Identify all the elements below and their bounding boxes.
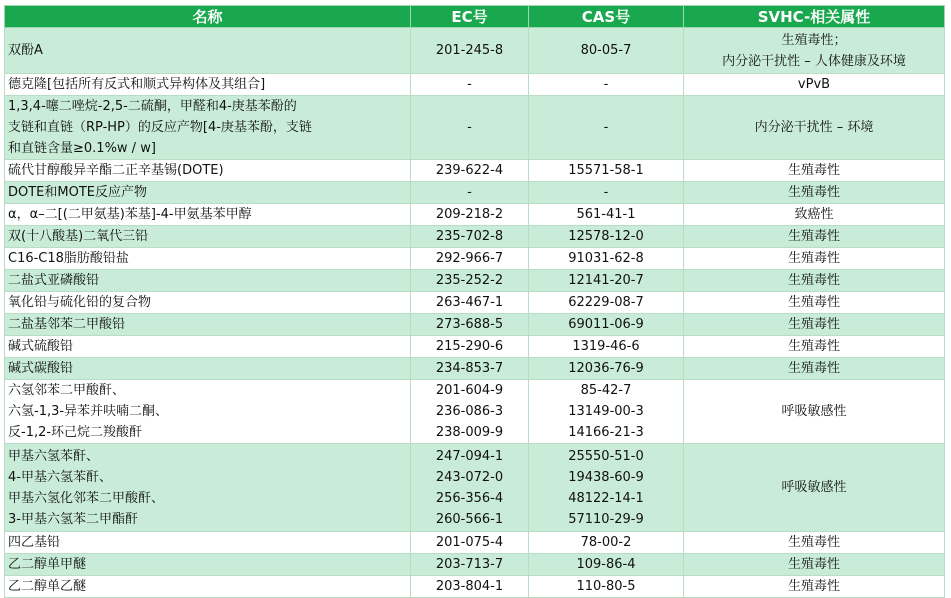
cell-name — [5, 96, 411, 160]
cell-ec-number — [411, 226, 529, 248]
cell-name — [5, 270, 411, 292]
cell-name — [5, 160, 411, 182]
cell-svhc-property — [684, 292, 945, 314]
cell-svhc-property-line: 生殖毒性 — [787, 339, 840, 354]
cell-ec-number — [411, 28, 529, 74]
cell-svhc-property-line: 生殖毒性 — [787, 557, 840, 572]
cell-cas-number — [529, 74, 684, 96]
cell-name — [5, 336, 411, 358]
table-row — [5, 532, 945, 554]
cell-name-line: 乙二醇单甲醚 — [8, 557, 87, 572]
table-row — [5, 28, 945, 74]
cell-svhc-property — [684, 554, 945, 576]
cell-ec-number — [411, 554, 529, 576]
cell-cas-number-line: - — [603, 185, 609, 200]
cell-cas-number — [529, 444, 684, 532]
cell-svhc-property — [684, 336, 945, 358]
table-row — [5, 444, 945, 532]
cell-name — [5, 248, 411, 270]
cell-svhc-property-line: 生殖毒性 — [787, 317, 840, 332]
cell-name — [5, 358, 411, 380]
table-row — [5, 358, 945, 380]
cell-cas-number-line: 12036-76-9 — [568, 361, 644, 376]
header-name: 名称 — [5, 6, 411, 28]
table-row — [5, 74, 945, 96]
cell-name-line: 甲基六氢化邻苯二甲酸酐、 — [8, 490, 165, 506]
cell-name — [5, 314, 411, 336]
cell-name-line: 硫代甘醇酸异辛酯二正辛基锡(DOTE) — [8, 163, 224, 178]
cell-name-line: 支链和直链（RP-HP）的反应产物[4-庚基苯酚，支链 — [8, 120, 312, 135]
cell-name — [5, 226, 411, 248]
cell-name-line: 德克隆[包括所有反式和顺式异构体及其组合] — [8, 77, 266, 92]
cell-cas-number-line: 80-05-7 — [580, 43, 632, 58]
cell-cas-number-line: 109-86-4 — [576, 557, 636, 572]
table-row — [5, 314, 945, 336]
cell-svhc-property — [684, 160, 945, 182]
cell-name-line: DOTE和MOTE反应产物 — [8, 185, 148, 200]
cell-ec-number — [411, 444, 529, 532]
cell-svhc-property-line: 生殖毒性 — [787, 579, 840, 594]
cell-cas-number — [529, 336, 684, 358]
cell-cas-number — [529, 226, 684, 248]
cell-ec-number-line: - — [467, 77, 472, 92]
cell-svhc-property-line: 呼吸敏感性 — [781, 480, 847, 495]
cell-name-line: C16-C18脂肪酸铅盐 — [8, 251, 129, 266]
cell-cas-number — [529, 532, 684, 554]
cell-cas-number — [529, 270, 684, 292]
cell-name — [5, 554, 411, 576]
cell-cas-number-line: 19438-60-9 — [568, 469, 644, 485]
cell-svhc-property — [684, 444, 945, 532]
cell-svhc-property — [684, 204, 945, 226]
cell-cas-number-line: 12141-20-7 — [568, 273, 644, 288]
cell-svhc-property-line: 生殖毒性 — [787, 163, 840, 178]
cell-cas-number — [529, 96, 684, 160]
header-cas-number: CAS号 — [529, 6, 684, 28]
cell-cas-number-line: 561-41-1 — [576, 207, 636, 222]
cell-ec-number-line: 247-094-1 — [435, 448, 504, 464]
cell-cas-number — [529, 554, 684, 576]
cell-ec-number-line: 260-566-1 — [435, 511, 504, 527]
cell-svhc-property — [684, 270, 945, 292]
cell-cas-number-line: 14166-21-3 — [568, 425, 644, 440]
cell-ec-number-line: 239-622-4 — [435, 163, 504, 178]
cell-cas-number-line: 25550-51-0 — [568, 448, 644, 464]
cell-cas-number-line: - — [603, 120, 609, 135]
cell-svhc-property — [684, 380, 945, 444]
cell-ec-number — [411, 160, 529, 182]
cell-cas-number-line: 15571-58-1 — [568, 163, 644, 178]
cell-name — [5, 204, 411, 226]
cell-name-line: 乙二醇单乙醚 — [8, 579, 87, 594]
cell-ec-number — [411, 96, 529, 160]
cell-ec-number-line: - — [467, 185, 472, 200]
table-body — [5, 28, 945, 598]
cell-svhc-property — [684, 28, 945, 74]
cell-name — [5, 380, 411, 444]
cell-ec-number-line: 238-009-9 — [435, 425, 504, 440]
cell-svhc-property-line: 内分泌干扰性 – 人体健康及环境 — [722, 53, 906, 69]
cell-cas-number-line: 78-00-2 — [580, 535, 632, 550]
cell-cas-number — [529, 204, 684, 226]
cell-ec-number — [411, 380, 529, 444]
cell-name-line: 二盐基邻苯二甲酸铅 — [8, 317, 126, 332]
svhc-substance-table — [4, 5, 945, 598]
cell-cas-number-line: 13149-00-3 — [568, 404, 644, 419]
cell-name — [5, 74, 411, 96]
table-row — [5, 380, 945, 444]
cell-name-line: 碱式碳酸铅 — [8, 361, 74, 376]
cell-ec-number — [411, 532, 529, 554]
cell-cas-number-line: - — [603, 77, 609, 92]
table-row — [5, 182, 945, 204]
cell-ec-number — [411, 74, 529, 96]
cell-name-line: 3-甲基六氢苯二甲酯酐 — [8, 511, 138, 527]
table-row — [5, 336, 945, 358]
cell-ec-number-line: - — [467, 120, 472, 135]
cell-ec-number — [411, 358, 529, 380]
cell-svhc-property-line: 生殖毒性 — [787, 361, 840, 376]
cell-cas-number-line: 1319-46-6 — [572, 339, 640, 354]
cell-name-line: 反-1,2-环己烷二羧酸酐 — [8, 425, 143, 440]
cell-svhc-property — [684, 74, 945, 96]
cell-ec-number-line: 215-290-6 — [435, 339, 504, 354]
cell-name-line: 碱式硫酸铅 — [8, 339, 74, 354]
cell-cas-number — [529, 358, 684, 380]
cell-ec-number — [411, 270, 529, 292]
table-row — [5, 554, 945, 576]
cell-cas-number-line: 85-42-7 — [580, 383, 632, 398]
cell-cas-number — [529, 314, 684, 336]
cell-cas-number — [529, 380, 684, 444]
table-row — [5, 576, 945, 598]
cell-ec-number-line: 235-702-8 — [435, 229, 504, 244]
cell-svhc-property-line: 生殖毒性 — [787, 273, 840, 288]
cell-svhc-property — [684, 314, 945, 336]
cell-ec-number — [411, 314, 529, 336]
cell-ec-number-line: 273-688-5 — [435, 317, 504, 332]
cell-svhc-property — [684, 182, 945, 204]
cell-svhc-property-line: 生殖毒性 — [787, 185, 840, 200]
cell-name-line: 四乙基铅 — [8, 535, 61, 550]
cell-ec-number — [411, 336, 529, 358]
table-row — [5, 204, 945, 226]
cell-name-line: 双酚A — [8, 43, 43, 58]
cell-ec-number-line: 201-604-9 — [435, 383, 504, 398]
cell-name — [5, 444, 411, 532]
cell-svhc-property — [684, 532, 945, 554]
table-row — [5, 292, 945, 314]
cell-ec-number-line: 234-853-7 — [435, 361, 504, 376]
cell-svhc-property — [684, 96, 945, 160]
header-svhc-property: SVHC-相关属性 — [684, 6, 945, 28]
cell-name-line: 1,3,4-噻二唑烷-2,5-二硫酮，甲醛和4-庚基苯酚的 — [8, 99, 297, 114]
cell-svhc-property — [684, 358, 945, 380]
cell-name-line: 双(十八酸基)二氧代三铅 — [8, 229, 149, 244]
cell-name — [5, 182, 411, 204]
cell-name — [5, 292, 411, 314]
cell-ec-number — [411, 576, 529, 598]
cell-name-line: α，α–二[(二甲氨基)苯基]-4-甲氨基苯甲醇 — [8, 207, 252, 222]
cell-cas-number-line: 110-80-5 — [576, 579, 636, 594]
cell-svhc-property-line: 生殖毒性 — [787, 535, 840, 550]
cell-cas-number — [529, 160, 684, 182]
cell-svhc-property-line: 生殖毒性 — [787, 251, 840, 266]
table-row — [5, 248, 945, 270]
cell-svhc-property — [684, 576, 945, 598]
svhc-table-container — [4, 5, 944, 598]
cell-ec-number — [411, 292, 529, 314]
cell-name — [5, 28, 411, 74]
cell-name-line: 氧化铅与硫化铅的复合物 — [8, 295, 152, 310]
cell-svhc-property-line: 生殖毒性 — [787, 295, 840, 310]
table-row — [5, 270, 945, 292]
cell-cas-number — [529, 576, 684, 598]
cell-name-line: 二盐式亚磷酸铅 — [8, 273, 100, 288]
cell-ec-number-line: 256-356-4 — [435, 490, 504, 506]
table-header-row — [5, 6, 945, 28]
cell-cas-number-line: 48122-14-1 — [568, 490, 644, 506]
cell-name-line: 4-甲基六氢苯酐、 — [8, 469, 112, 485]
cell-svhc-property-line: 致癌性 — [794, 207, 834, 222]
header-ec-number: EC号 — [411, 6, 529, 28]
cell-ec-number-line: 235-252-2 — [435, 273, 504, 288]
cell-svhc-property — [684, 226, 945, 248]
cell-cas-number — [529, 292, 684, 314]
cell-name — [5, 576, 411, 598]
cell-ec-number-line: 203-713-7 — [435, 557, 504, 572]
cell-ec-number-line: 263-467-1 — [435, 295, 504, 310]
cell-ec-number — [411, 204, 529, 226]
cell-ec-number-line: 236-086-3 — [435, 404, 504, 419]
cell-cas-number-line: 62229-08-7 — [568, 295, 644, 310]
cell-cas-number-line: 57110-29-9 — [568, 511, 644, 527]
cell-cas-number — [529, 28, 684, 74]
cell-svhc-property — [684, 248, 945, 270]
cell-name — [5, 532, 411, 554]
table-row — [5, 226, 945, 248]
cell-cas-number-line: 91031-62-8 — [568, 251, 644, 266]
table-row — [5, 96, 945, 160]
cell-name-line: 六氢邻苯二甲酸酐、 — [8, 383, 126, 398]
cell-name-line: 甲基六氢苯酐、 — [8, 448, 100, 464]
cell-ec-number — [411, 182, 529, 204]
cell-cas-number-line: 12578-12-0 — [568, 229, 644, 244]
cell-name-line: 和直链含量≥0.1%w / w] — [8, 141, 156, 156]
cell-name-line: 六氢-1,3-异苯并呋喃二酮、 — [8, 404, 169, 419]
cell-ec-number-line: 201-075-4 — [435, 535, 504, 550]
cell-ec-number-line: 209-218-2 — [435, 207, 504, 222]
cell-cas-number — [529, 182, 684, 204]
cell-ec-number-line: 292-966-7 — [435, 251, 504, 266]
cell-ec-number — [411, 248, 529, 270]
cell-cas-number — [529, 248, 684, 270]
table-row — [5, 160, 945, 182]
cell-ec-number-line: 243-072-0 — [435, 469, 504, 485]
cell-svhc-property-line: 生殖毒性 — [787, 229, 840, 244]
cell-cas-number-line: 69011-06-9 — [568, 317, 644, 332]
cell-svhc-property-line: 内分泌干扰性 – 环境 — [754, 120, 874, 135]
cell-svhc-property-line: 呼吸敏感性 — [781, 404, 847, 419]
cell-ec-number-line: 201-245-8 — [435, 43, 504, 58]
cell-ec-number-line: 203-804-1 — [435, 579, 504, 594]
cell-svhc-property-line: vPvB — [797, 77, 831, 92]
cell-svhc-property-line: 生殖毒性； — [781, 32, 847, 48]
